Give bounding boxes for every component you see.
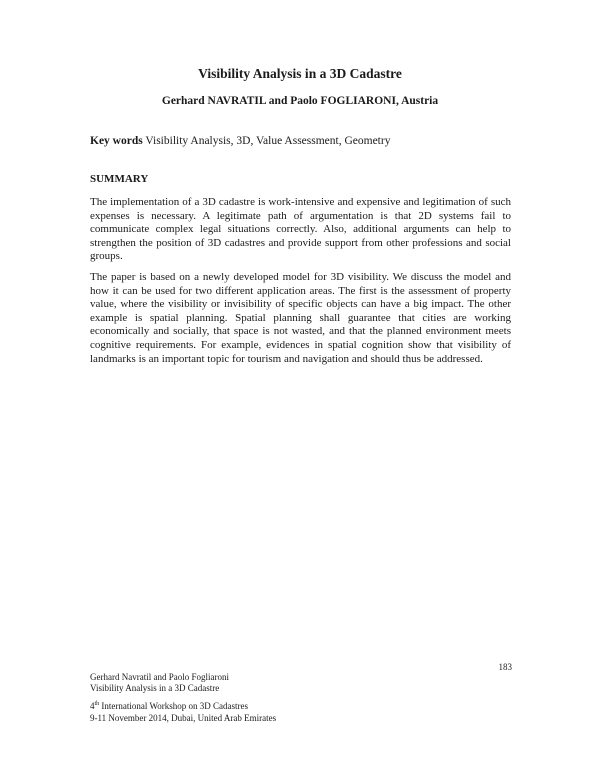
summary-paragraph: The implementation of a 3D cadastre is work-intensive and expensive and legitimation of such expenses is necessary. A legitimate path of argumentation is that 2D systems fail to communicate complex legal situations correctly. Also, additional arguments can help to strengthen the position of 3D cadastres and provide support from other professions and social groups. xyxy=(90,196,511,263)
footer-authors: Gerhard Navratil and Paolo Fogliaroni xyxy=(90,672,229,682)
footer-paper-title: Visibility Analysis in a 3D Cadastre xyxy=(90,683,220,693)
paper-authors: Gerhard NAVRATIL and Paolo FOGLIARONI, Austria xyxy=(161,95,439,107)
keywords-list: Visibility Analysis, 3D, Value Assessment, Geometry xyxy=(145,135,391,147)
keywords-label: Key words xyxy=(90,135,143,147)
summary-heading: SUMMARY xyxy=(90,173,149,185)
page-number: 183 xyxy=(498,662,512,672)
paper-title: Visibility Analysis in a 3D Cadastre xyxy=(198,66,402,81)
keywords-line xyxy=(90,135,510,147)
workshop-number: 4 xyxy=(90,701,95,711)
footer-workshop xyxy=(90,700,248,712)
summary-paragraph: The paper is based on a newly developed model for 3D visibility. We discuss the model and how it can be used for two different application areas. The first is the assessment of property value, where the visibility or invisibility of specific objects can have a big impact. The other example is spatial planning. Spatial planning shall guarantee that cities are working economically and socially, that space is not wasted, and that the planned environment meets cognitive requirements. For example, evidences in spatial cognition show that visibility of landmarks is an important topic for tourism and navigation and should thus be addressed. xyxy=(90,271,511,365)
workshop-ordinal: th xyxy=(94,701,100,707)
footer-workshop-dates: 9-11 November 2014, Dubai, United Arab Emirates xyxy=(90,713,277,723)
workshop-name: International Workshop on 3D Cadastres xyxy=(99,701,249,711)
